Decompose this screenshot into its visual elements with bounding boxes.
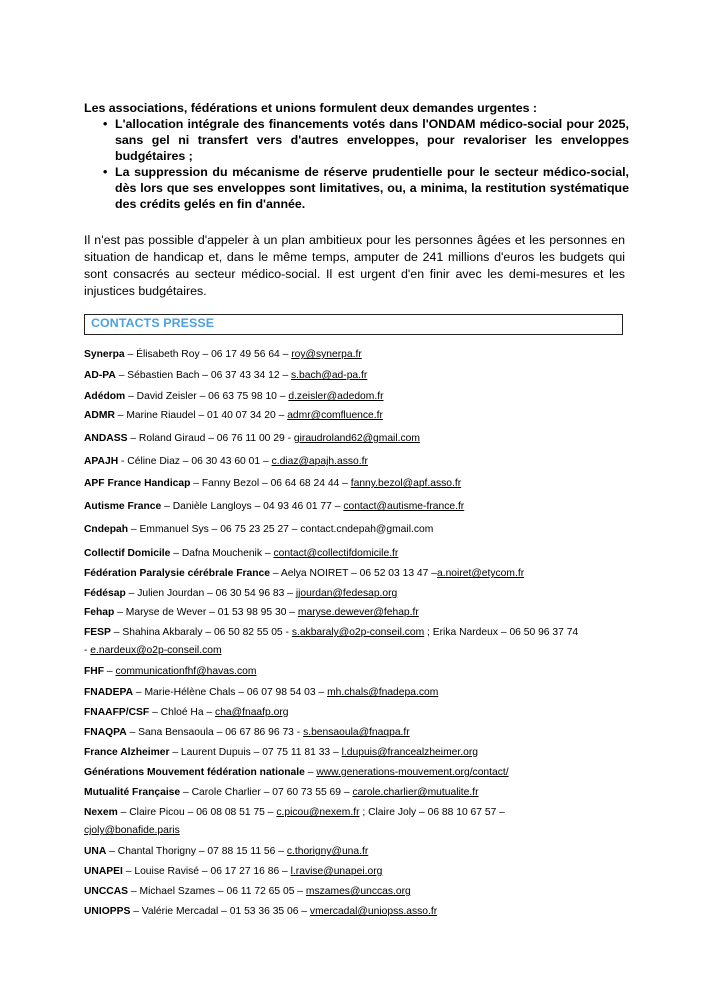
contact-details: – Danièle Langloys – 04 93 46 01 77 –	[161, 501, 344, 512]
contact-details: – Chantal Thorigny – 07 88 15 11 56 –	[106, 846, 287, 857]
contact-link[interactable]: d.zeisler@adedom.fr	[288, 391, 384, 402]
demand-item	[84, 164, 629, 212]
contact-row	[84, 824, 629, 838]
contact-org: Nexem	[84, 807, 118, 818]
contact-link[interactable]: roy@synerpa.fr	[291, 349, 362, 360]
contact-row	[84, 348, 629, 362]
demand-item	[84, 116, 629, 164]
contact-link[interactable]: communicationfhf@havas.com	[115, 666, 257, 677]
contact-row	[84, 409, 629, 423]
contact-link[interactable]: l.ravise@unapei.org	[290, 866, 383, 877]
contact-details: – Claire Picou – 06 08 08 51 75 –	[117, 807, 277, 818]
contact-row	[84, 455, 629, 469]
contact-row	[84, 644, 629, 658]
bullet-icon: •	[103, 165, 108, 179]
contact-link[interactable]: s.bach@ad-pa.fr	[291, 370, 368, 381]
contact-link[interactable]: l.dupuis@francealzheimer.org	[341, 747, 478, 758]
contact-details: – Roland Giraud – 06 76 11 00 29 -	[127, 433, 294, 444]
contact-link[interactable]: contact@autisme-france.fr	[343, 501, 465, 512]
contact-link[interactable]: c.picou@nexem.fr	[276, 807, 360, 818]
contact-org: Fehap	[84, 607, 115, 618]
contact-row	[84, 606, 629, 620]
contact-row	[84, 806, 629, 820]
contact-details: – David Zeisler – 06 63 75 98 10 –	[125, 391, 289, 402]
contact-row	[84, 665, 629, 679]
contact-org: FNADEPA	[84, 687, 134, 698]
contact-link[interactable]: maryse.dewever@fehap.fr	[297, 607, 419, 618]
contact-link[interactable]: c.thorigny@una.fr	[286, 846, 369, 857]
demands-heading: Les associations, fédérations et unions formulent deux demandes urgentes :	[84, 101, 538, 115]
contact-row	[84, 477, 629, 491]
contact-org: Fédération Paralysie cérébrale France	[84, 568, 271, 579]
contact-details: – Valérie Mercadal – 01 53 36 35 06 –	[130, 906, 310, 917]
contact-link[interactable]: giraudroland62@gmail.com	[293, 433, 420, 444]
contact-org: France Alzheimer	[84, 747, 170, 758]
contact-row	[84, 547, 629, 561]
contact-row	[84, 786, 629, 800]
contact-details: – Laurent Dupuis – 07 75 11 81 33 –	[169, 747, 342, 758]
contact-details: – Shahina Akbaraly – 06 50 82 55 05 -	[110, 627, 292, 638]
contact-link[interactable]: a.noiret@etycom.fr	[436, 568, 525, 579]
contact-org: Mutualité Française	[84, 787, 181, 798]
contact-row	[84, 369, 629, 383]
contact-org: UNA	[84, 846, 107, 857]
contact-details: – Michael Szames – 06 11 72 65 05 –	[128, 886, 306, 897]
contact-org: Cndepah	[84, 524, 129, 535]
contact-org: UNAPEI	[84, 866, 123, 877]
contact-extra: ; Claire Joly – 06 88 10 67 57 –	[359, 807, 505, 818]
contact-row	[84, 885, 629, 899]
contact-org: Fédésap	[84, 588, 126, 599]
contact-extra: ; Erika Nardeux – 06 50 96 37 74	[424, 627, 579, 638]
contact-org: AD-PA	[84, 370, 116, 381]
contact-details: –	[104, 666, 116, 677]
contact-link[interactable]: e.nardeux@o2p-conseil.com	[90, 645, 222, 656]
contact-link[interactable]: vmercadal@uniopss.asso.fr	[309, 906, 438, 917]
contact-link[interactable]: fanny.bezol@apf.asso.fr	[350, 478, 462, 489]
contact-link[interactable]: carole.charlier@mutualite.fr	[352, 787, 479, 798]
contact-details: -	[84, 645, 91, 656]
demands-list	[84, 116, 629, 212]
contact-details: – Chloé Ha –	[149, 707, 216, 718]
contact-details: – Sana Bensaoula – 06 67 86 96 73 -	[126, 727, 304, 738]
contact-details: – Marie-Hélène Chals – 06 07 98 54 03 –	[133, 687, 328, 698]
contact-org: FNAQPA	[84, 727, 127, 738]
contact-link[interactable]: admr@comfluence.fr	[287, 410, 383, 421]
contact-details: – Élisabeth Roy – 06 17 49 56 64 –	[124, 349, 292, 360]
contact-row	[84, 626, 629, 640]
contact-org: APAJH	[84, 456, 119, 467]
contact-org: ANDASS	[84, 433, 128, 444]
contact-details: – Maryse de Wever – 01 53 98 95 30 –	[114, 607, 298, 618]
contact-details: – Carole Charlier – 07 60 73 55 69 –	[180, 787, 353, 798]
contact-link[interactable]: cha@fnaafp.org	[215, 707, 289, 718]
contact-org: APF France Handicap	[84, 478, 191, 489]
contact-link[interactable]: www.generations-mouvement.org/contact/	[316, 767, 509, 778]
contact-row	[84, 587, 629, 601]
contact-details: – Aelya NOIRET – 06 52 03 13 47 –	[270, 568, 437, 579]
contact-org: UNIOPPS	[84, 906, 131, 917]
contact-org: Collectif Domicile	[84, 548, 171, 559]
contact-details: – Sébastien Bach – 06 37 43 34 12 –	[115, 370, 292, 381]
contact-org: FNAAFP/CSF	[84, 707, 150, 718]
bullet-icon: •	[103, 117, 108, 131]
contact-row	[84, 390, 629, 404]
contact-row	[84, 500, 629, 514]
contact-link[interactable]: s.bensaoula@fnaqpa.fr	[303, 727, 410, 738]
contact-org: Adédom	[84, 391, 126, 402]
contact-link[interactable]: s.akbaraly@o2p-conseil.com	[291, 627, 425, 638]
contact-details: –	[304, 767, 317, 778]
contact-row	[84, 845, 629, 859]
contact-link[interactable]: jjourdan@fedesap.org	[295, 588, 398, 599]
contact-org: ADMR	[84, 410, 115, 421]
contact-details: - Céline Diaz – 06 30 43 60 01 –	[118, 456, 272, 467]
demand-text: La suppression du mécanisme de réserve prudentielle pour le secteur médico-social, dès lors que ses enveloppes sont limitatives, ou, a minima, la restitution systématique des crédits gelés en fin d'année.	[115, 165, 629, 211]
contact-row	[84, 865, 629, 879]
contact-details: – Julien Jourdan – 06 30 54 96 83 –	[125, 588, 296, 599]
contact-org: Autisme France	[84, 501, 162, 512]
contact-details: – Marine Riaudel – 01 40 07 34 20 –	[114, 410, 288, 421]
contact-row	[84, 567, 629, 581]
contact-row	[84, 432, 629, 446]
contact-link[interactable]: mh.chals@fnadepa.com	[327, 687, 439, 698]
contact-row	[84, 905, 629, 919]
contact-details: – Dafna Mouchenik –	[170, 548, 274, 559]
demand-text: L'allocation intégrale des financements votés dans l'ONDAM médico-social pour 2025, sans gel ni transfert vers d'autres enveloppes, pour revaloriser les enveloppes budgétaires ;	[115, 117, 629, 163]
contact-row	[84, 523, 629, 537]
contact-row	[84, 726, 629, 740]
contact-link[interactable]: contact@collectifdomicile.fr	[273, 548, 399, 559]
contact-org: FESP	[84, 627, 111, 638]
contact-org: FHF	[84, 666, 105, 677]
contact-details: – Fanny Bezol – 06 64 68 24 44 –	[190, 478, 351, 489]
demands-section	[84, 100, 629, 212]
contact-row	[84, 746, 629, 760]
contact-row	[84, 686, 629, 700]
body-paragraph: Il n'est pas possible d'appeler à un plan ambitieux pour les personnes âgées et les personnes en situation de handicap et, dans le même temps, amputer de 241 millions d'euros les budgets qui sont consacrés au secteur médico-social. Il est urgent d'en finir avec les demi-mesures et les injustices budgétaires.	[84, 233, 625, 298]
contact-row	[84, 766, 629, 780]
contacts-heading: CONTACTS PRESSE	[91, 316, 215, 330]
contact-link[interactable]: mszames@unccas.org	[305, 886, 411, 897]
contact-org: Synerpa	[84, 349, 125, 360]
contact-org: Générations Mouvement fédération nationale	[84, 767, 305, 778]
contacts-heading-box	[84, 314, 623, 335]
contact-details: – Emmanuel Sys – 06 75 23 25 27 – contact.cndepah@gmail.com	[128, 524, 434, 535]
contact-link[interactable]: cjoly@bonafide.paris	[84, 825, 180, 836]
contact-row	[84, 706, 629, 720]
contact-link[interactable]: c.diaz@apajh.asso.fr	[271, 456, 368, 467]
contact-details: – Louise Ravisé – 06 17 27 16 86 –	[122, 866, 291, 877]
contact-org: UNCCAS	[84, 886, 129, 897]
